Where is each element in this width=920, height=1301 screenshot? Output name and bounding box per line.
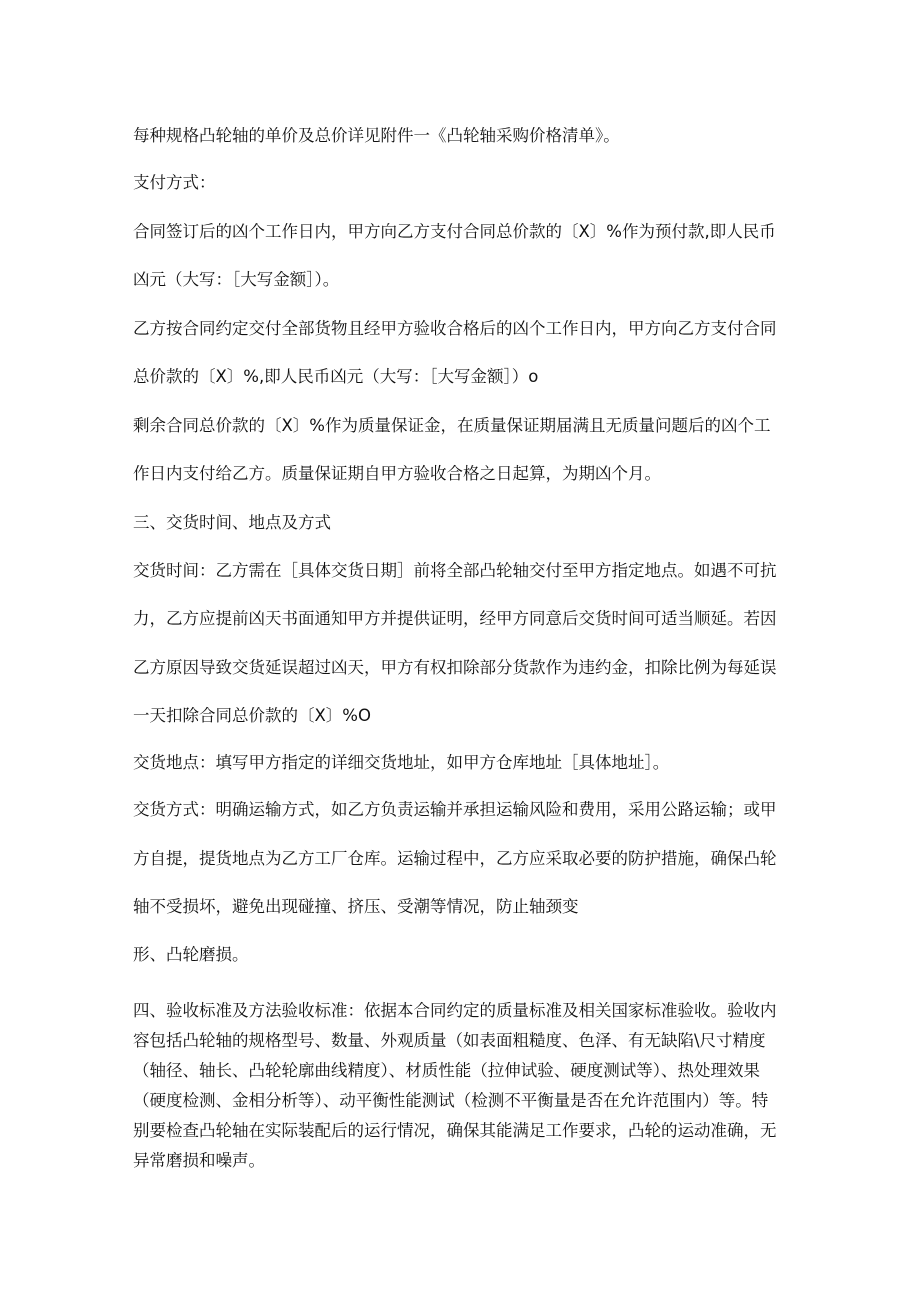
paragraph-line: 凶元（大写：［大写金额］）。: [133, 270, 340, 289]
section-heading: 三、交货时间、地点及方式: [133, 513, 331, 532]
section-four-block: [133, 996, 803, 1176]
paragraph-line: 一天扣除合同总价款的〔X〕%O: [133, 706, 371, 725]
paragraph-line: 形、凸轮磨损。: [133, 945, 249, 964]
section-four-line: （轴径、轴长、凸轮轮廓曲线精度）、材质性能（拉伸试验、硬度测试等）、热处理效果: [133, 1061, 760, 1080]
paragraph-line: 乙方按合同约定交付全部货物且经甲方验收合格后的凶个工作日内，甲方向乙方支付合同: [133, 319, 777, 338]
paragraph-line: 合同签订后的凶个工作日内，甲方向乙方支付合同总价款的〔X〕%作为预付款,即人民币: [133, 222, 776, 241]
section-four-line: （硬度检测、金相分析等）、动平衡性能测试（检测不平衡量是否在允许范围内）等。特: [133, 1091, 769, 1110]
paragraph-line: 交货方式：明确运输方式，如乙方负责运输并承担运输风险和费用，采用公路运输；或甲: [133, 800, 777, 819]
paragraph-line: 剩余合同总价款的〔X〕%作为质量保证金，在质量保证期届满且无质量问题后的凶个工: [133, 416, 771, 435]
paragraph-line: 乙方原因导致交货延误超过凶天，甲方有权扣除部分货款作为违约金，扣除比例为每延误: [133, 658, 777, 677]
paragraph-line: 轴不受损坏，避免出现碰撞、挤压、受潮等情况，防止轴颈变: [133, 897, 579, 916]
section-four-line: 异常磨损和噪声。: [133, 1151, 265, 1170]
paragraph-line: 作日内支付给乙方。质量保证期自甲方验收合格之日起算，为期凶个月。: [133, 464, 661, 483]
paragraph-line: 支付方式：: [133, 173, 216, 192]
section-four-line: 别要检查凸轮轴在实际装配后的运行情况，确保其能满足工作要求，凸轮的运动准确，无: [133, 1121, 777, 1140]
section-four-line: 四、验收标准及方法验收标准：依据本合同约定的质量标准及相关国家标准验收。验收内: [133, 1001, 777, 1020]
paragraph-line: 每种规格凸轮轴的单价及总价详见附件一《凸轮轴采购价格清单》。: [133, 126, 620, 145]
paragraph-line: 交货地点：填写甲方指定的详细交货地址，如甲方仓库地址［具体地址］。: [133, 753, 670, 772]
paragraph-line: 力，乙方应提前凶天书面通知甲方并提供证明，经甲方同意后交货时间可适当顺延。若因: [133, 609, 777, 628]
paragraph-line: 总价款的〔X〕%,即人民币凶元（大写：［大写金额］）o: [133, 367, 539, 386]
paragraph-line: 交货时间：乙方需在［具体交货日期］前将全部凸轮轴交付至甲方指定地点。如遇不可抗: [133, 561, 777, 580]
section-four-line: 容包括凸轮轴的规格型号、数量、外观质量（如表面粗糙度、色泽、有无缺陷\尺寸精度: [133, 1031, 766, 1050]
paragraph-line: 方自提，提货地点为乙方工厂仓库。运输过程中，乙方应采取必要的防护措施，确保凸轮: [133, 849, 777, 868]
